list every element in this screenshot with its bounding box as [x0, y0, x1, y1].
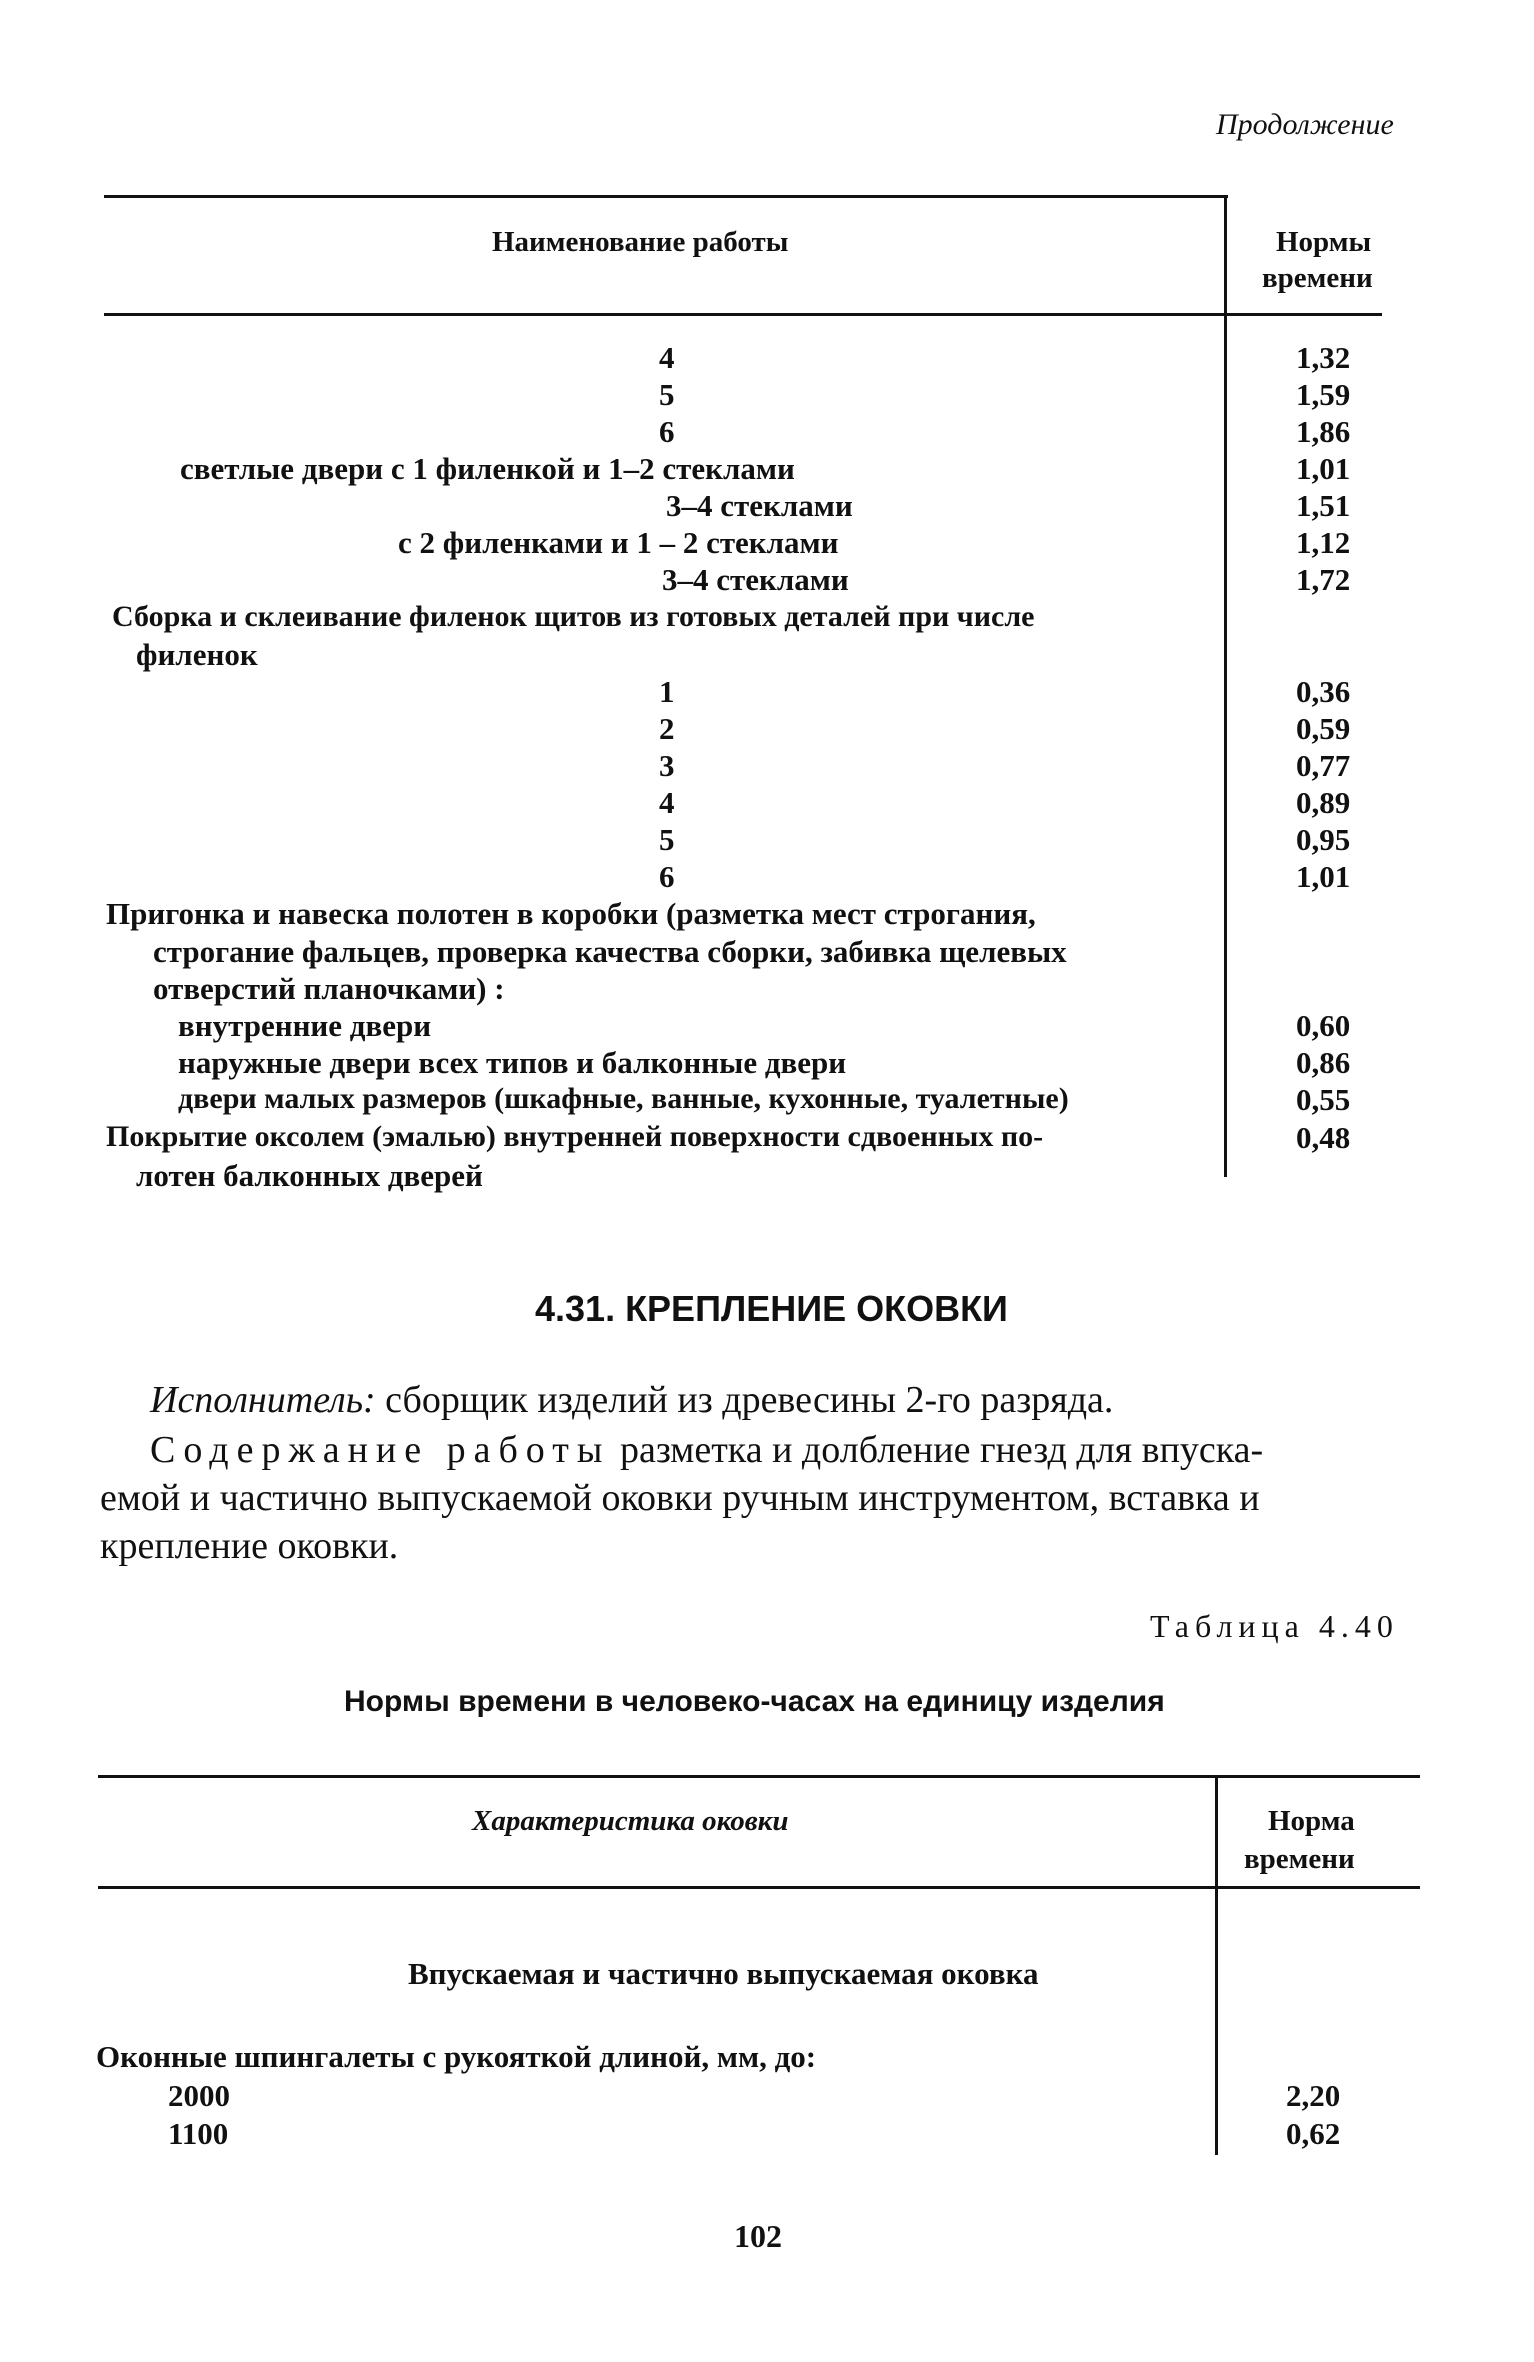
table-row-value: 1,01 [1296, 859, 1351, 894]
table-row-text: Пригонка и навеска полотен в коробки (разметка мест строгания, [106, 896, 1036, 931]
table-row-value: 0,86 [1296, 1045, 1351, 1080]
content-line-1 [150, 1428, 1263, 1472]
table-row-text: 4 [659, 340, 675, 375]
table-row-text: светлые двери с 1 филенкой и 1–2 стеклами [180, 451, 795, 486]
table-row-value: 1,51 [1296, 488, 1351, 523]
table-row-text: 5 [659, 822, 675, 857]
performer-label: Исполнитель: [150, 1379, 376, 1421]
table-row-text: 2000 [168, 2078, 230, 2113]
table2-label: Таблица 4.40 [1150, 1608, 1399, 1644]
table-row-value: 1,72 [1296, 562, 1351, 597]
table-row-value: 2,20 [1286, 2078, 1341, 2113]
continuation-label: Продолжение [1216, 108, 1394, 141]
table2-header-rule [98, 1886, 1420, 1889]
table2-subheading: Впускаемая и частично выпускаемая оковка [408, 1956, 1039, 1991]
table2-top-rule [98, 1775, 1420, 1778]
page-number: 102 [734, 2218, 782, 2254]
table-row-text: наружные двери всех типов и балконные двери [178, 1045, 847, 1080]
table-row-text: лотен балконных дверей [136, 1158, 483, 1193]
performer-text: сборщик изделий из древесины 2-го разряда. [385, 1379, 1114, 1421]
table-row-text: двери малых размеров (шкафные, ванные, кухонные, туалетные) [178, 1082, 1069, 1115]
table1-top-rule [104, 195, 1228, 198]
table-row-value: 0,59 [1296, 711, 1351, 746]
table2-group-label: Оконные шпингалеты с рукояткой длиной, мм, до: [96, 2039, 817, 2074]
table-row-value: 1,32 [1296, 340, 1351, 375]
table-row-value: 0,89 [1296, 785, 1351, 820]
table-row-text: Сборка и склеивание филенок щитов из готовых деталей при числе [112, 600, 1035, 633]
content-line-2: емой и частично выпускаемой оковки ручным инструментом, вставка и [100, 1477, 1260, 1519]
table-row-value: 1,01 [1296, 451, 1351, 486]
table-row-text: 3 [659, 748, 675, 783]
table-row-value: 0,77 [1296, 748, 1351, 783]
table-row-text: 3–4 стеклами [666, 488, 853, 523]
table-row-text: 5 [659, 377, 675, 412]
table1-column-divider [1224, 195, 1227, 1177]
table1-header-rule [104, 313, 1382, 316]
section-title: 4.31. КРЕПЛЕНИЕ ОКОВКИ [535, 1288, 1008, 1329]
table-row-text: 2 [659, 711, 675, 746]
table1-header-norm-2: времени [1262, 262, 1373, 294]
content-label: Содержание работы [150, 1429, 611, 1471]
table-row-value: 0,62 [1286, 2116, 1341, 2151]
table-row-value: 0,60 [1296, 1008, 1351, 1043]
table-row-value: 0,36 [1296, 674, 1351, 709]
table2-header-norm-2: времени [1244, 1843, 1355, 1875]
table-row-text: 6 [659, 414, 675, 449]
table-row-value: 1,12 [1296, 525, 1351, 560]
table2-column-divider [1215, 1775, 1218, 2155]
table2-header-norm-1: Норма [1268, 1805, 1355, 1837]
table2-caption: Нормы времени в человеко-часах на единицу изделия [344, 1685, 1165, 1718]
table-row-value: 0,95 [1296, 822, 1351, 857]
table-row-text: с 2 филенками и 1 – 2 стеклами [398, 525, 839, 560]
table2-header-name: Характеристика оковки [472, 1805, 789, 1837]
table1-header-norm-1: Нормы [1276, 226, 1372, 258]
table-row-text: строгание фальцев, проверка качества сборки, забивка щелевых [153, 934, 1067, 969]
content-text-1: разметка и долбление гнезд для впуска- [619, 1429, 1264, 1471]
table-row-text: 4 [659, 785, 675, 820]
table-row-text: 1 [659, 674, 675, 709]
table-row-value: 1,86 [1296, 414, 1351, 449]
table-row-text: 1100 [168, 2116, 229, 2151]
performer-line [150, 1378, 1113, 1422]
table-row-text: 6 [659, 859, 675, 894]
table-row-text: Покрытие оксолем (эмалью) внутренней поверхности сдвоенных по- [106, 1120, 1044, 1153]
table1-header-name: Наименование работы [492, 226, 789, 258]
table-row-text: 3–4 стеклами [662, 562, 849, 597]
content-line-3: крепление оковки. [100, 1525, 399, 1567]
table-row-text: филенок [136, 637, 258, 672]
table-row-value: 0,48 [1296, 1120, 1351, 1155]
table-row-text: внутренние двери [178, 1008, 432, 1043]
table-row-value: 0,55 [1296, 1082, 1351, 1117]
table-row-value: 1,59 [1296, 377, 1351, 412]
table-row-text: отверстий планочками) : [153, 971, 505, 1006]
